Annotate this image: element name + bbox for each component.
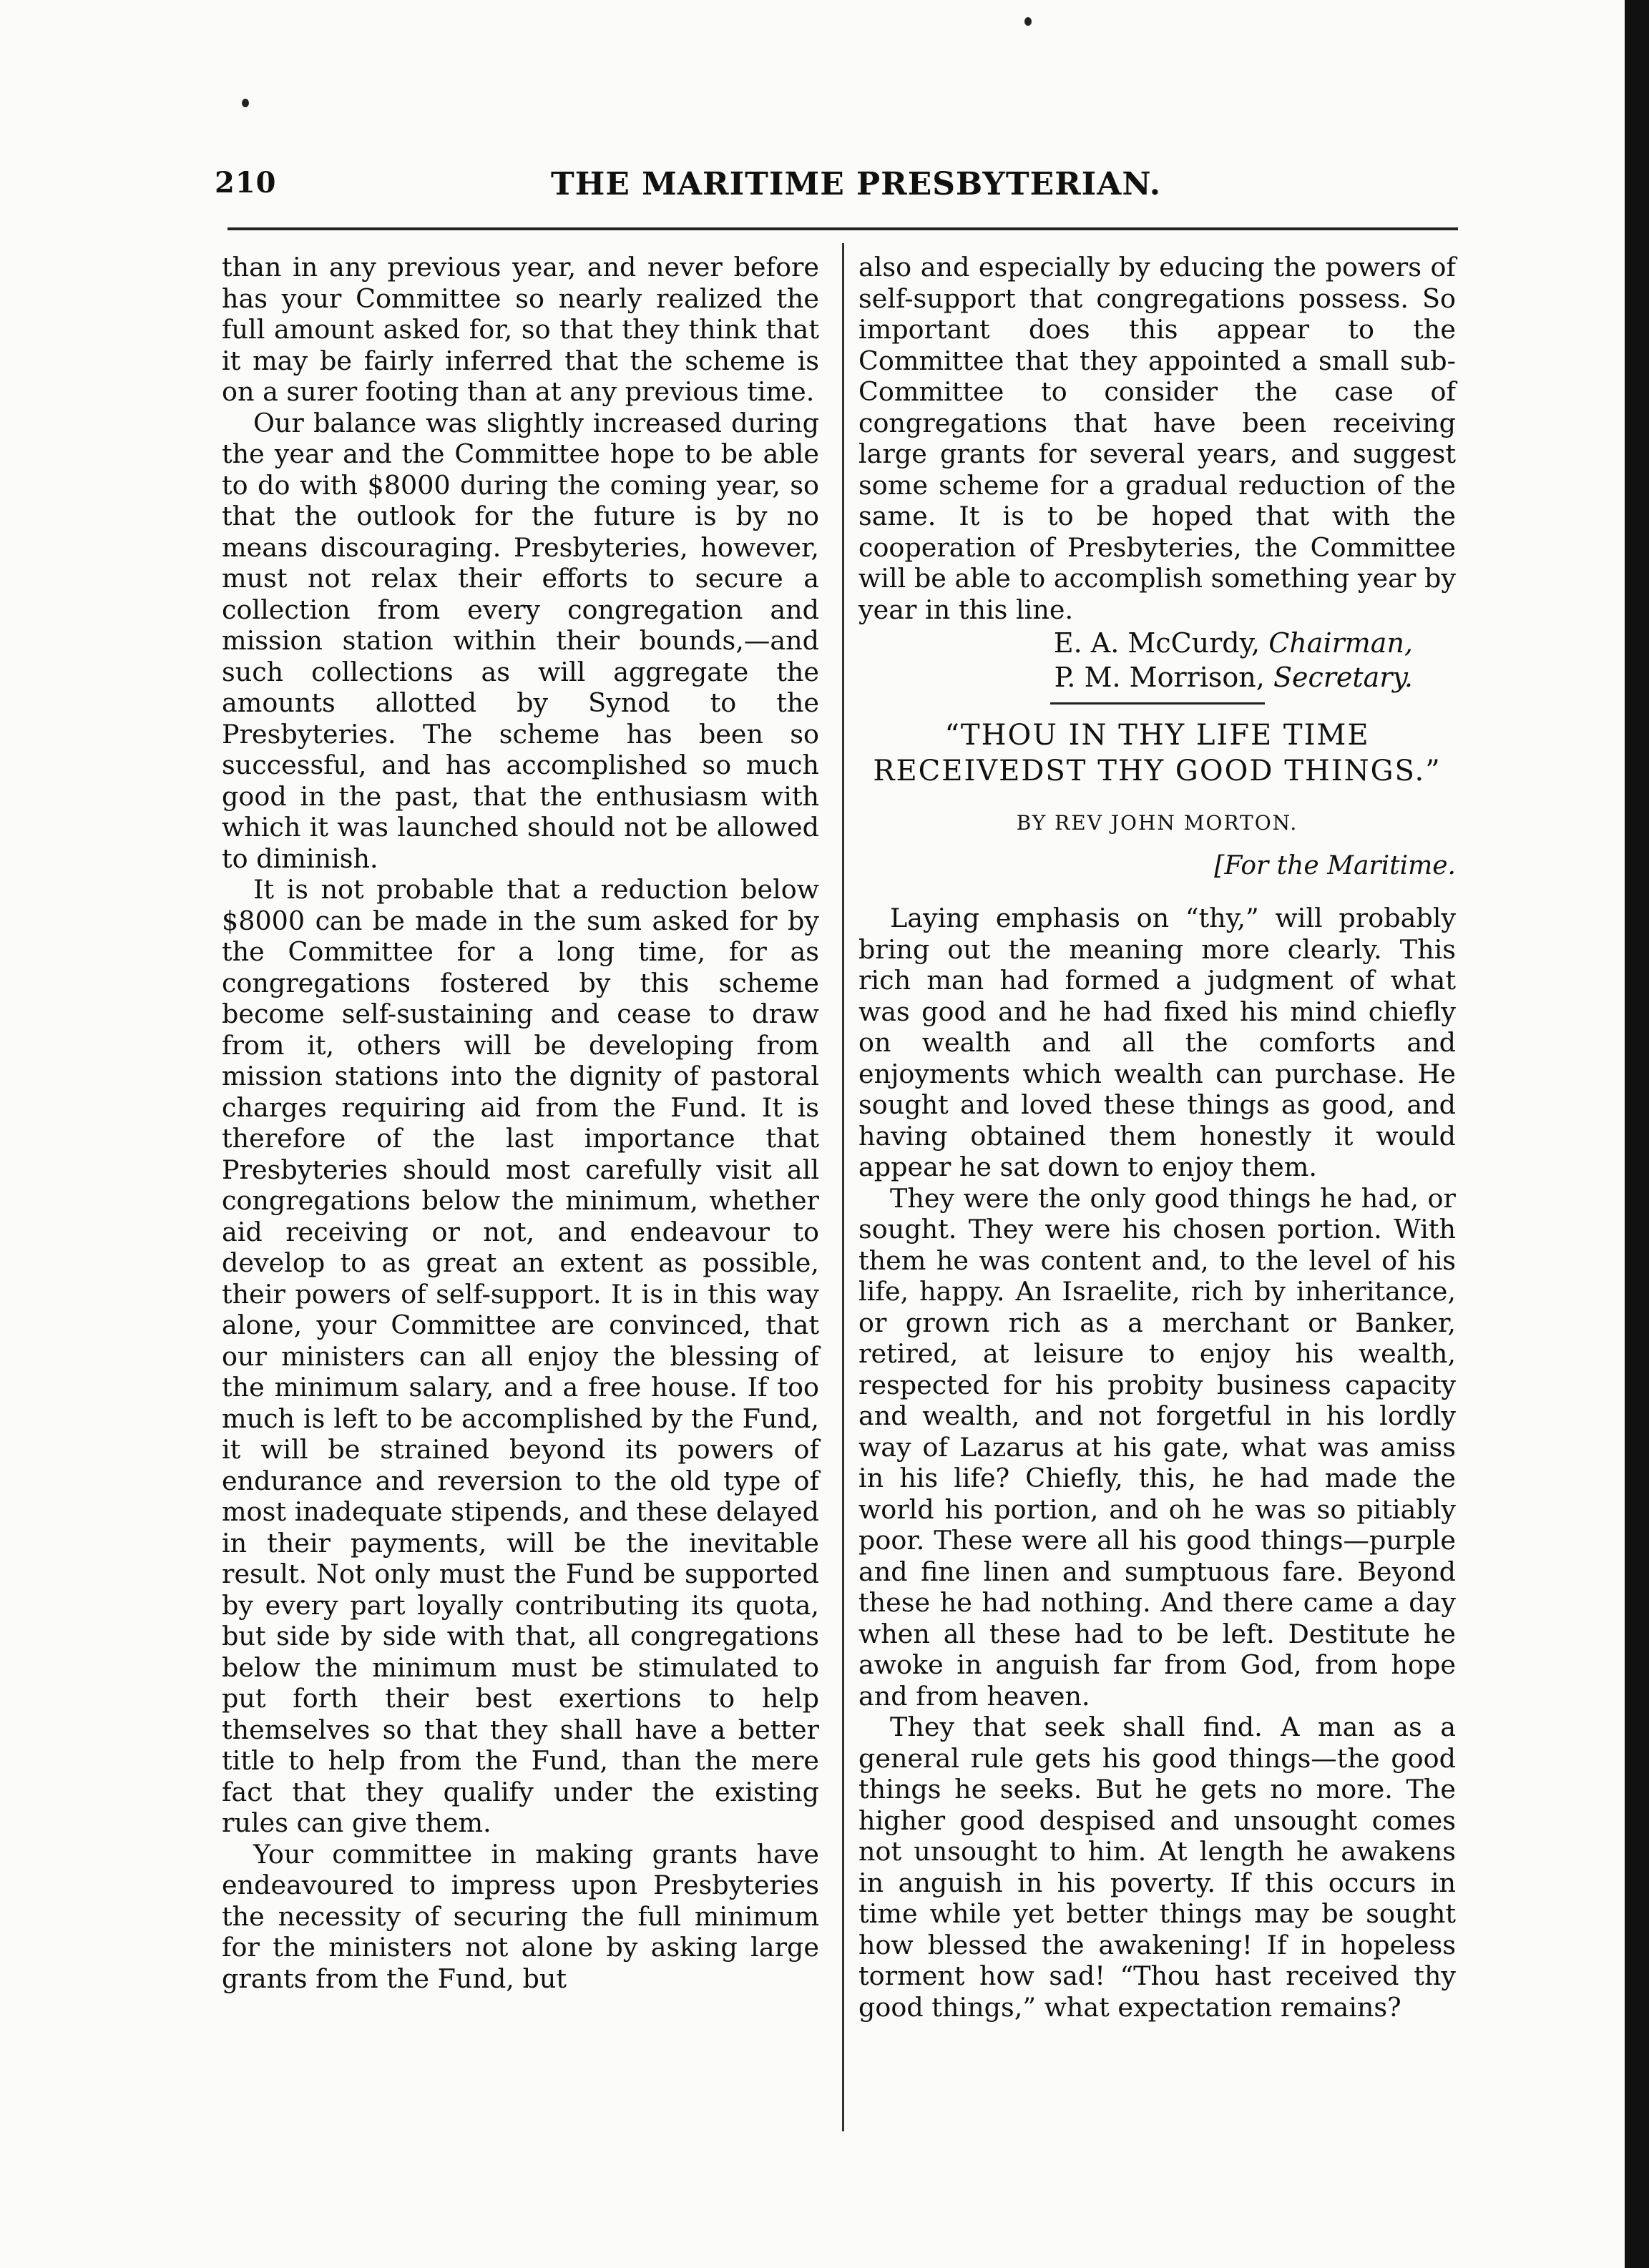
paragraph: Laying emphasis on “thy,” will probably bring out the meaning more clearly. This rich man had formed a judgment of what was good and he had fixed his mind chiefly on wealth and all the comforts and enjoyments which wealth can purchase. He sought and loved these things as good, and having obtained them honestly it would appear he sat down to enjoy them. — [858, 903, 1456, 1182]
header-rule — [227, 227, 1458, 230]
page-header — [215, 166, 1302, 216]
section-rule — [1050, 702, 1265, 705]
article-title: “THOU IN THY LIFE TIME RECEIVEDST THY GOOD THINGS.” — [873, 719, 1442, 787]
ink-speck — [242, 99, 249, 107]
paragraph: Your committee in making grants have endeavoured to impress upon Presbyteries the necessity of securing the full minimum for the ministers not alone by asking large grants from the Fund, but — [222, 1838, 819, 1994]
signature-role: Secretary. — [1273, 662, 1413, 693]
paragraph: They were the only good things he had, or sought. They were his chosen portion. With them he was content and, to the level of his life, happy. An Israelite, rich by inheritance, or grown rich as a merchant or Banker, retired, at leisure to enjoy his wealth, respected for his probity business capacity and wealth, and not forgetful in his lordly way of Lazarus at his gate, what was amiss in his life? Chiefly, this, he had made the world his portion, and oh he was so pitiably poor. These were all his good things—purple and fine linen and sumptuous fare. Beyond these he had nothing. And there came a day when all these had to be left. Destitute he awoke in anguish far from God, from hope and from heaven. — [858, 1182, 1456, 1712]
signature-name: P. M. Morrison, — [1054, 662, 1265, 693]
article-byline: BY REV JOHN MORTON. — [1016, 811, 1298, 835]
scan-edge-shadow — [1625, 0, 1649, 2268]
paragraph: They that seek shall find. A man as a general rule gets his good things—the good things he seeks. But he gets no more. The higher good despised and unsought comes not unsought to him. At length he awakens in anguish in his poverty. If this occurs in time while yet better things may be sought how blessed the awakening! If in hopeless torment how sad! “Thou hast received thy good things,” what expectation remains? — [858, 1712, 1456, 2023]
signature-secretary — [858, 661, 1413, 694]
right-column — [858, 252, 1456, 2023]
paragraph: Our balance was slightly increased during the year and the Committee hope to be able to do with $8000 during the coming year, so that the outlook for the future is by no means discouraging. Presbyteries, however, must not relax their efforts to secure a collection from every congregation and mission station within their bounds,—and such collections as will aggregate the amounts allotted by Synod to the Presbyteries. The scheme has been so successful, and has accomplished so much good in the past, that the enthusiasm with which it was launched should not be allowed to diminish. — [222, 407, 819, 874]
page-number: 210 — [215, 166, 277, 200]
report-ending: also and especially by educing the powers of self-support that congregations possess. So important does this appear to the Committee that they appointed a small sub-Committee to consider the case of congregations that have been receiving large grants for several years, and suggest some scheme for a gradual reduction of the same. It is to be hoped that with the cooperation of Presbyteries, the Committee will be able to accomplish something year by year in this line. — [858, 252, 1456, 625]
left-column — [222, 252, 819, 1994]
signature-name: E. A. McCurdy, — [1053, 627, 1261, 659]
column-divider — [842, 243, 844, 2131]
signature-role: Chairman, — [1268, 627, 1413, 659]
paragraph: It is not probable that a reduction below $8000 can be made in the sum asked for by the Committee for a long time, for as congregations fostered by this scheme become self-sustaining and cease to draw from it, others will be developing from mission stations into the dignity of pastoral charges requiring aid from the Fund. It is therefore of the last importance that Presbyteries should most carefully visit all congregations below the minimum, whether aid receiving or not, and endeavour to develop to as great an extent as possible, their powers of self-support. It is in this way alone, your Committee are convinced, that our ministers can all enjoy the blessing of the minimum salary, and a free house. If too much is left to be accomplished by the Fund, it will be strained beyond its powers of endurance and reversion to the old type of most inadequate stipends, and these delayed in their payments, will be the inevitable result. Not only must the Fund be supported by every part loyally contributing its quota, but side by side with that, all congregations below the minimum must be stimulated to put forth their best exertions to help themselves so that they shall have a better title to help from the Fund, than the mere fact that they qualify under the existing rules can give them. — [222, 874, 819, 1838]
ink-speck — [1024, 17, 1032, 26]
paragraph: than in any previous year, and never before has your Committee so nearly realized the full amount asked for, so that they think that it may be fairly inferred that the scheme is on a surer footing than at any previous time. — [222, 252, 819, 407]
article-source: [For the Maritime. — [1214, 850, 1456, 880]
signature-chairman — [858, 627, 1413, 659]
journal-title: THE MARITIME PRESBYTERIAN. — [551, 166, 1162, 202]
